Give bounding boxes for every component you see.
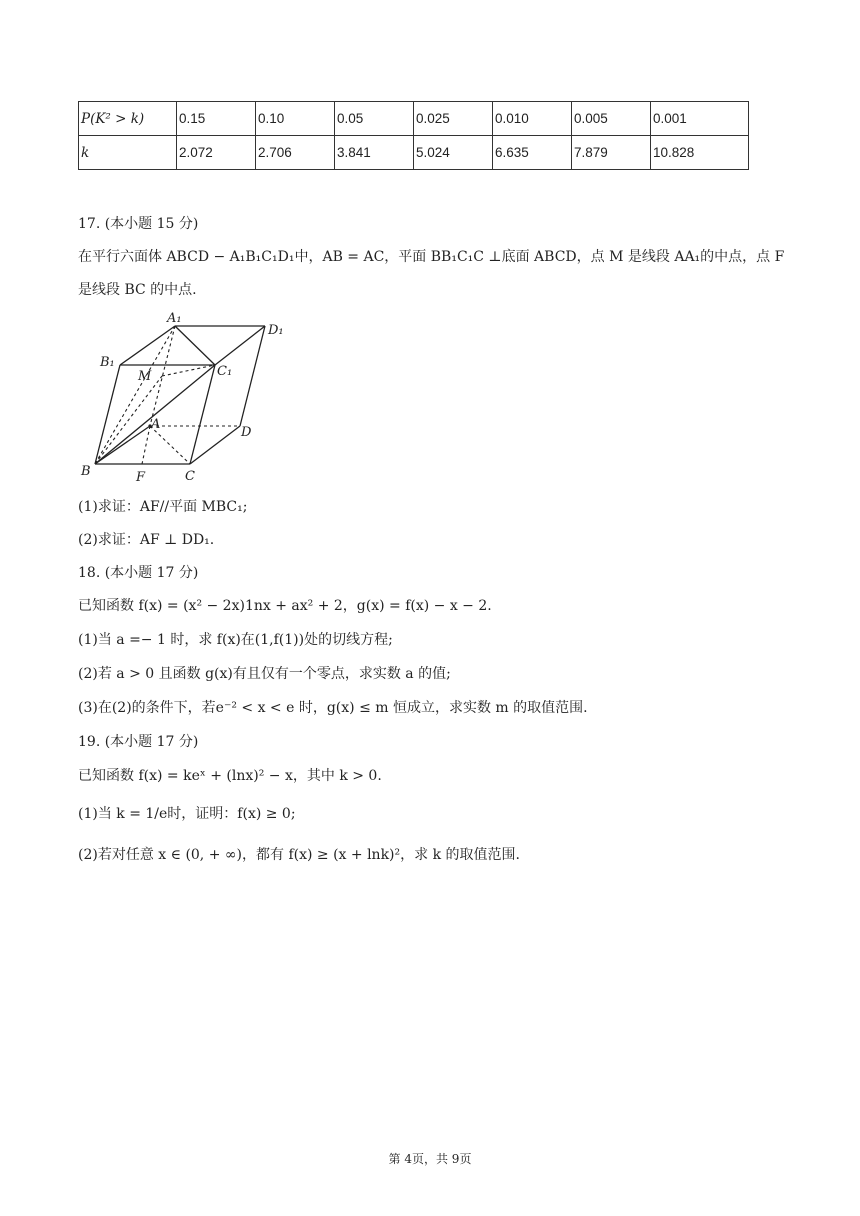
table-cell: 10.828 — [651, 136, 749, 170]
label-a1: A₁ — [167, 311, 182, 326]
question-19-part-1: (1)当 k = 1/e时，证明：f(x) ≥ 0; — [78, 806, 296, 822]
question-17-part-2: (2)求证：AF ⊥ DD₁. — [78, 532, 215, 548]
edge-a1b1 — [120, 326, 175, 365]
table-cell: 0.001 — [651, 102, 749, 136]
table-cell: 6.635 — [493, 136, 572, 170]
question-18-stem: 已知函数 f(x) = (x² − 2x)1nx + ax² + 2，g(x) = f(x) − x − 2. — [78, 598, 492, 614]
question-17-part-1: (1)求证：AF//平面 MBC₁; — [78, 499, 248, 515]
question-18-part-3: (3)在(2)的条件下，若e⁻² < x < e 时，g(x) ≤ m 恒成立，求实数 m 的取值范围. — [78, 700, 588, 716]
edge-d1c1 — [215, 326, 265, 365]
label-b1: B₁ — [100, 355, 115, 370]
edge-c1c — [190, 365, 215, 464]
label-c: C — [185, 469, 195, 484]
hidden-segment-af — [142, 426, 150, 464]
question-17-stem-line-2: 是线段 BC 的中点. — [78, 282, 197, 298]
critical-value-table — [78, 101, 749, 170]
table-cell: 0.15 — [177, 102, 256, 136]
question-18-part-1: (1)当 a =− 1 时，求 f(x)在(1,f(1))处的切线方程; — [78, 632, 393, 648]
label-f: F — [136, 470, 146, 485]
table-cell: 5.024 — [414, 136, 493, 170]
label-b: B — [81, 464, 91, 479]
table-cell: 0.025 — [414, 102, 493, 136]
table-cell: 0.05 — [335, 102, 414, 136]
table-row — [79, 102, 749, 136]
segment-bc1 — [95, 365, 215, 464]
question-18-part-2: (2)若 a > 0 且函数 g(x)有且仅有一个零点，求实数 a 的值; — [78, 666, 451, 682]
parallelepiped-figure — [78, 308, 298, 488]
table-row — [79, 136, 749, 170]
table-cell: 2.706 — [256, 136, 335, 170]
label-d: D — [241, 425, 252, 440]
label-m: M — [138, 369, 152, 384]
question-19-heading: 19. (本小题 17 分) — [78, 734, 199, 750]
question-18-heading: 18. (本小题 17 分) — [78, 565, 199, 581]
table-header-cell: P(K² > k) — [79, 102, 177, 136]
table-cell: 0.010 — [493, 102, 572, 136]
label-a: A — [151, 417, 161, 432]
table-header-cell: k — [79, 136, 177, 170]
table-cell: 0.10 — [256, 102, 335, 136]
label-d1: D₁ — [268, 323, 284, 338]
segment-a1c1 — [175, 326, 215, 365]
question-17-stem-line-1: 在平行六面体 ABCD − A₁B₁C₁D₁中，AB = AC，平面 BB₁C₁C ⊥底面 ABCD，点 M 是线段 AA₁的中点，点 F — [78, 249, 785, 265]
hidden-segment-mc1 — [162, 365, 215, 376]
table-cell: 2.072 — [177, 136, 256, 170]
label-c1: C₁ — [217, 364, 233, 379]
question-17-heading: 17. (本小题 15 分) — [78, 216, 199, 232]
table-cell: 7.879 — [572, 136, 651, 170]
page-footer: 第 4页，共 9页 — [388, 1152, 472, 1166]
question-19-stem: 已知函数 f(x) = keˣ + (lnx)² − x，其中 k > 0. — [78, 768, 382, 784]
hidden-segment-a1b — [95, 326, 175, 464]
table-cell: 0.005 — [572, 102, 651, 136]
question-19-part-2: (2)若对任意 x ∈ (0, + ∞)，都有 f(x) ≥ (x + lnk)²，求 k 的取值范围. — [78, 847, 520, 863]
table-cell: 3.841 — [335, 136, 414, 170]
edge-d1d — [240, 326, 265, 426]
